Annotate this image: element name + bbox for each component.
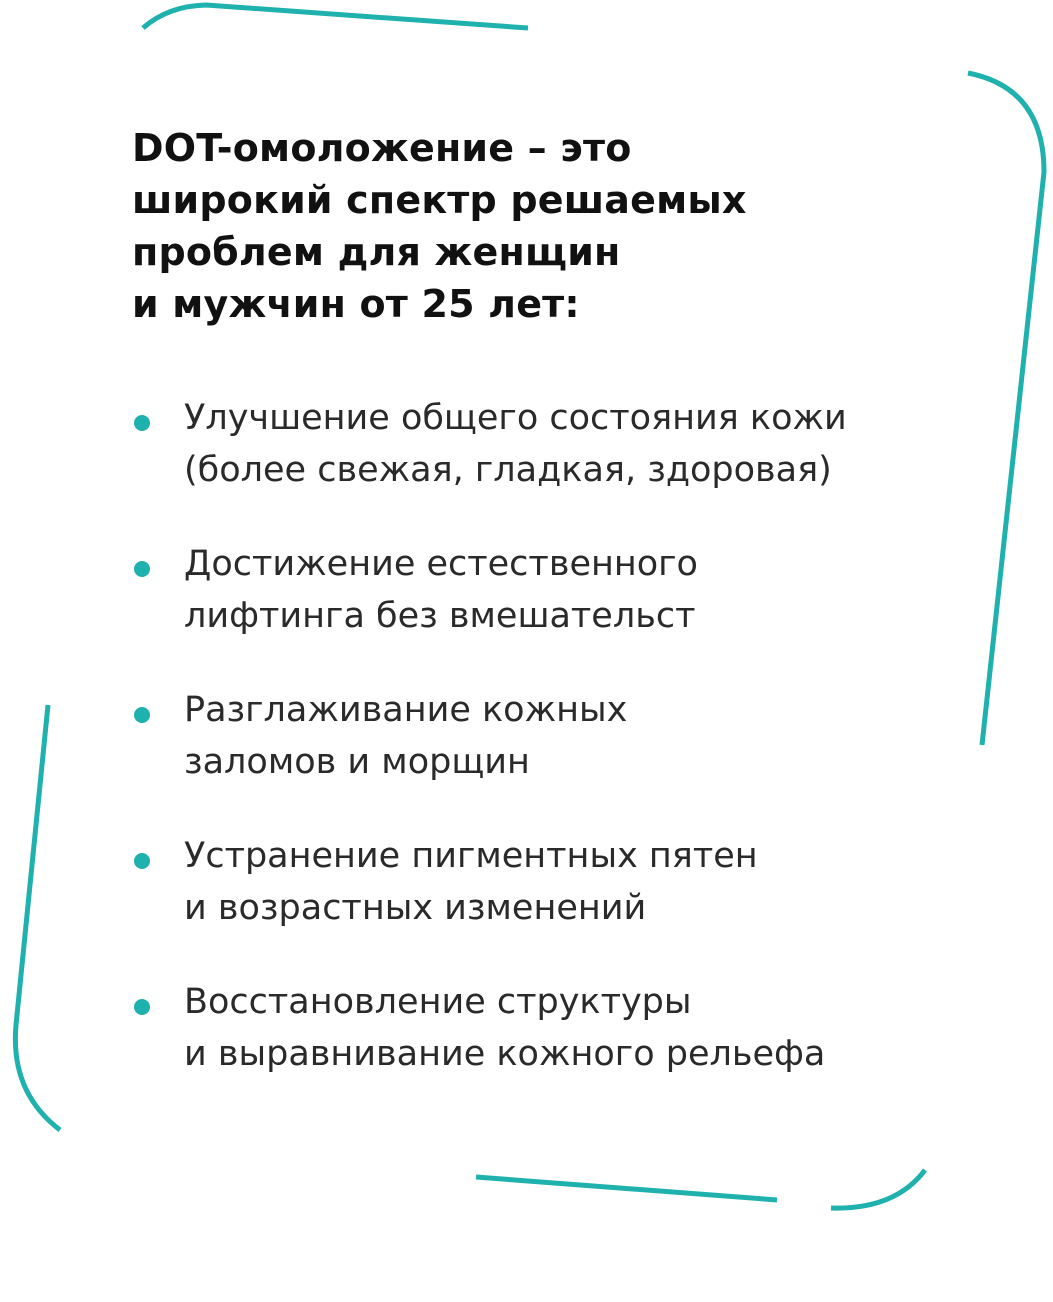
benefit-line: Устранение пигментных пятен bbox=[184, 836, 758, 876]
benefit-item bbox=[132, 976, 932, 1122]
benefit-text bbox=[184, 392, 932, 496]
benefit-item bbox=[132, 392, 932, 538]
benefit-line: (более свежая, гладкая, здоровая) bbox=[184, 450, 832, 490]
benefit-line: Восстановление структуры bbox=[184, 982, 692, 1022]
frame-bottom-right-arc bbox=[831, 1170, 925, 1208]
bullet-dot-icon bbox=[134, 999, 150, 1015]
benefits-list bbox=[132, 392, 932, 1122]
benefit-item bbox=[132, 538, 932, 684]
frame-top-left-arc bbox=[143, 5, 528, 28]
benefit-line: Разглаживание кожных bbox=[184, 690, 628, 730]
frame-bottom-line bbox=[476, 1177, 777, 1200]
bullet-dot-icon bbox=[134, 853, 150, 869]
bullet-dot-icon bbox=[134, 561, 150, 577]
bullet-dot-icon bbox=[134, 415, 150, 431]
frame-left-arc bbox=[15, 705, 60, 1130]
headline-line: DOT-омоложение – это bbox=[132, 126, 632, 170]
benefit-text bbox=[184, 830, 932, 934]
benefit-line: лифтинга без вмешательст bbox=[184, 596, 696, 636]
benefit-line: Улучшение общего состояния кожи bbox=[184, 398, 847, 438]
benefit-line: Достижение естественного bbox=[184, 544, 698, 584]
benefit-item bbox=[132, 684, 932, 830]
bullet-dot-icon bbox=[134, 707, 150, 723]
frame-right-arc bbox=[968, 73, 1044, 745]
headline-line: и мужчин от 25 лет: bbox=[132, 282, 580, 326]
benefit-line: и возрастных изменений bbox=[184, 888, 647, 928]
benefit-line: и выравнивание кожного рельефа bbox=[184, 1034, 826, 1074]
headline-line: широкий спектр решаемых bbox=[132, 178, 747, 222]
benefit-item bbox=[132, 830, 932, 976]
benefit-text bbox=[184, 976, 932, 1080]
benefit-text bbox=[184, 538, 932, 642]
benefit-text bbox=[184, 684, 932, 788]
benefit-line: заломов и морщин bbox=[184, 742, 530, 782]
headline-line: проблем для женщин bbox=[132, 230, 621, 274]
headline bbox=[132, 122, 872, 330]
